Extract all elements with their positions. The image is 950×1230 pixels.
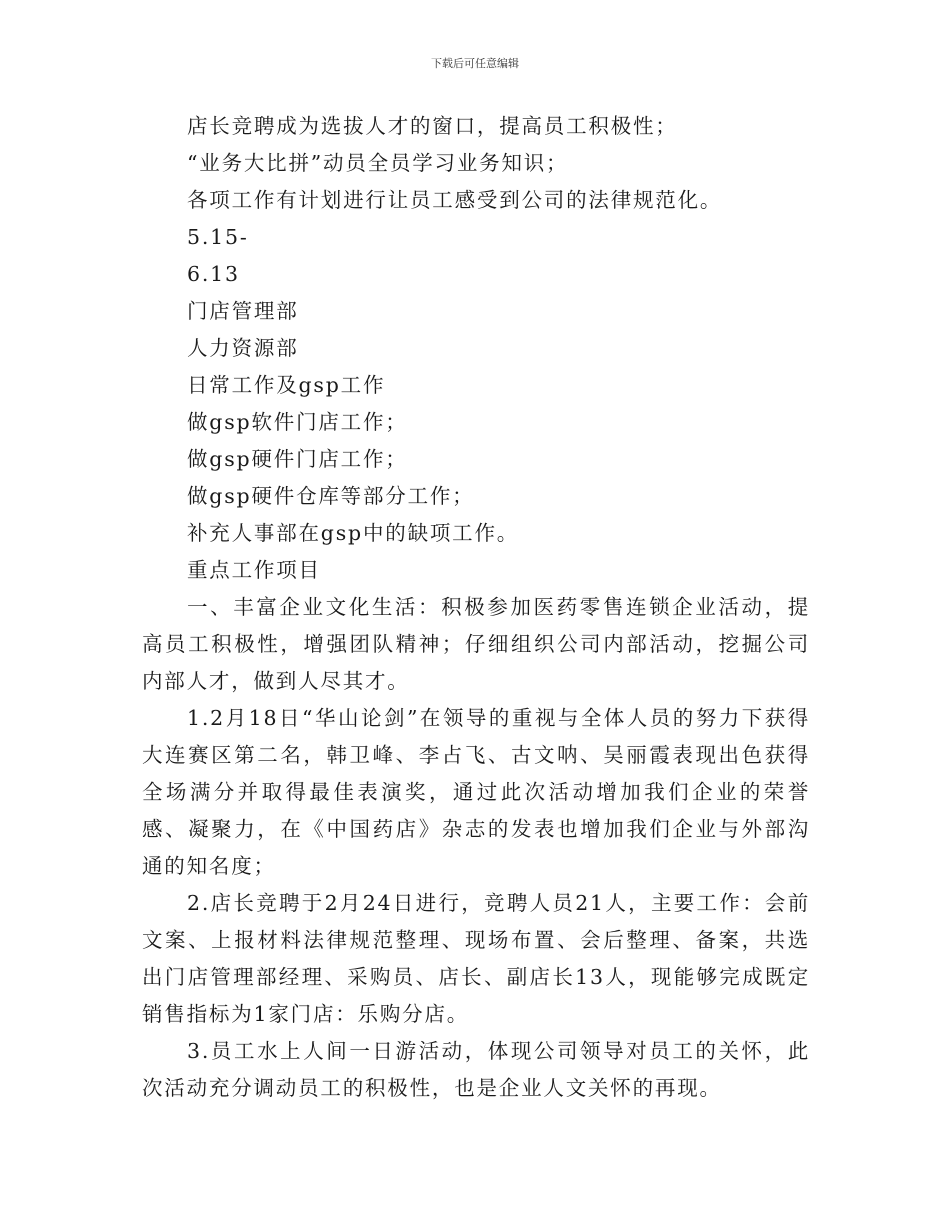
- text-line: 做gsp软件门店工作；: [187, 410, 408, 434]
- paragraph: 1.2月18日“华山论剑”在领导的重视与全体人员的努力下获得大连赛区第二名，韩卫峰、李占飞、古文呐、吴丽霞表现出色获得全场满分并取得最佳表演奖，通过此次活动增加我们企业的荣誉感、凝聚力，在《中国药店》杂志的发表也增加我们企业与外部沟通的知名度；: [142, 706, 810, 878]
- paragraph: 一、丰富企业文化生活：积极参加医药零售连锁企业活动，提高员工积极性，增强团队精神；仔细组织公司内部活动，挖掘公司内部人才，做到人尽其才。: [142, 595, 810, 693]
- section-heading: 重点工作项目: [187, 558, 321, 582]
- text-line: 6.13: [187, 262, 240, 286]
- text-line: 人力资源部: [187, 336, 299, 360]
- text-line: 各项工作有计划进行让员工感受到公司的法律规范化。: [187, 188, 723, 212]
- text-line: 日常工作及gsp工作: [187, 373, 386, 397]
- text-line: “业务大比拼”动员全员学习业务知识；: [187, 151, 569, 175]
- text-line: 店长竞聘成为选拔人才的窗口，提高员工积极性；: [187, 114, 678, 138]
- text-line: 5.15-: [187, 225, 249, 249]
- text-line: 门店管理部: [187, 299, 299, 323]
- text-line: 补充人事部在gsp中的缺项工作。: [187, 521, 520, 545]
- text-line: 做gsp硬件仓库等部分工作；: [187, 484, 475, 508]
- page-header: 下载后可任意编辑: [431, 57, 519, 70]
- paragraph: 3.员工水上人间一日游活动，体现公司领导对员工的关怀，此次活动充分调动员工的积极性，也是企业人文关怀的再现。: [142, 1039, 810, 1100]
- text-line: 做gsp硬件门店工作；: [187, 447, 408, 471]
- paragraph: 2.店长竞聘于2月24日进行，竞聘人员21人，主要工作：会前文案、上报材料法律规范整理、现场布置、会后整理、备案，共选出门店管理部经理、采购员、店长、副店长13人，现能够完成既定销售指标为1家门店：乐购分店。: [142, 891, 810, 1026]
- document-body: [142, 108, 810, 1107]
